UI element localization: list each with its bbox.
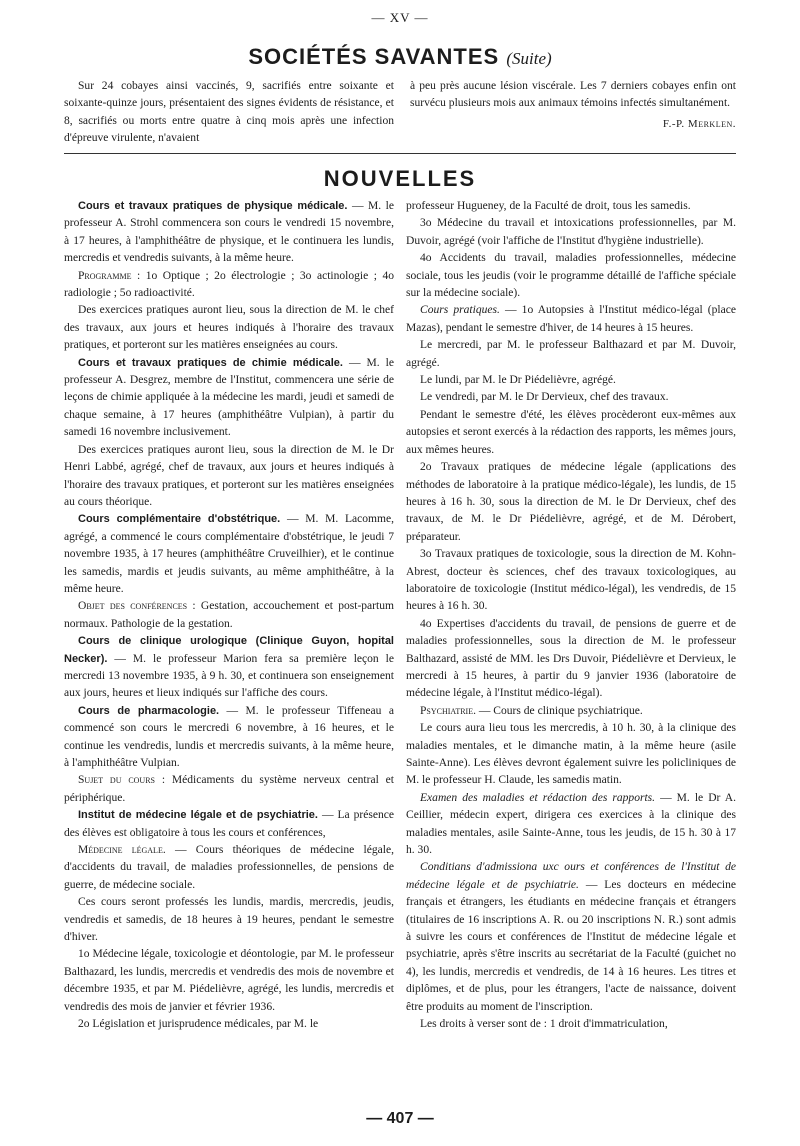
news-text: — Cours de clinique psychiatrique.	[475, 704, 643, 717]
section-title	[0, 44, 800, 70]
news-paragraph	[64, 598, 394, 633]
news-paragraph: Ces cours seront professés les lundis, mardis, mercredis, jeudis, vendredis et samedis, de 18 heures à 19 heures, pendant le semestre d'hiver.	[64, 896, 394, 944]
section-title-text: SOCIÉTÉS SAVANTES	[248, 44, 500, 69]
news-text: — M. M. Lacomme, agrégé, a commencé le cours complémentaire d'obstétrique, le jeudi 7 novembre 1935, à 17 heures (amphithéâtre Cruveilhier), et le continue les samedis, mardis et jeudis suivants, au même amphithéâtre, à la même heure.	[64, 513, 395, 595]
page-number: — 407 —	[366, 1110, 434, 1127]
news-label: Objet des conférences	[78, 600, 188, 613]
news-paragraph	[64, 633, 394, 703]
news-paragraph: 3o Travaux pratiques de toxicologie, sous la direction de M. Kohn-Abrest, docteur ès sciences, chef des travaux toxicologiques, au laboratoire de toxicologie (Institut médico-légal), les vendredis, de 15 heures à 16 h. 30.	[406, 548, 736, 613]
news-paragraph	[64, 268, 394, 303]
news-label: Examen des maladies et rédaction des rapports.	[420, 791, 656, 804]
news-paragraph: Le vendredi, par M. le Dr Dervieux, chef des travaux.	[420, 391, 669, 404]
news-paragraph: Les droits à verser sont de : 1 droit d'immatriculation,	[420, 1018, 668, 1031]
news-paragraph	[406, 302, 736, 337]
news-text: — Cours théoriques de médecine légale, d'accidents du travail, de maladies professionnelles, de pensions de guerre, de médecine sociale.	[64, 844, 395, 891]
author-signature: F.-P. Merklen.	[662, 117, 736, 130]
news-text: — M. le professeur Marion fera sa première leçon le mercredi 13 novembre 1935, à 9 h. 30, et continuera son enseignement aux jours, heures et lieux indiqués sur l'affiche des cours.	[64, 652, 394, 700]
news-paragraph: Pendant le semestre d'été, les élèves procèderont eux-mêmes aux autopsies et seront exercés à la rédaction des rapports, les mêmes jours, aux mêmes heures.	[406, 408, 736, 456]
news-text: — Les docteurs en médecine français et étrangers, les étudiants en médecine français et étrangers (titulaires de 16 inscriptions A. R. ou 20 inscriptions N. R.) sont admis à suivre les cours et conférences de l'Institut de médecine légale et psychiatrie, après s'être inscrits au secrétariat de la Faculté (guichet no 4), les lundis, mercredis et vendredis, de 14 à 16 heures. Les titres et diplômes, et de plus, pour les étrangers, l'acte de naissance, doivent être produits au moment de l'inscription.	[406, 878, 737, 1013]
news-paragraph	[64, 198, 394, 268]
news-label: Conditians d'admissiona uxc ours et conférences de l'Institut de médecine légale et de psychiatrie.	[406, 861, 736, 891]
news-heading: Cours de pharmacologie.	[78, 704, 220, 717]
news-heading: Cours et travaux pratiques de chimie médicale.	[78, 356, 343, 369]
news-heading: Cours et travaux pratiques de physique médicale.	[78, 200, 348, 212]
news-title: NOUVELLES	[323, 166, 477, 191]
news-text: : 1o Optique ; 2o électrologie ; 3o actinologie ; 4o radiologie ; 5o radioactivité.	[64, 269, 394, 300]
news-paragraph	[406, 859, 736, 1016]
news-paragraph: 2o Travaux pratiques de médecine légale (applications des méthodes de laboratoire à la pratique médico-légale), les lundis, de 15 heures à 16 h. 30, sous la direction de M. le Dr Dervieux, chef des travaux, de M. le Dr Piédelièvre, agrégé, et de M. Dérobert, préparateur.	[406, 461, 736, 543]
news-paragraph: Le lundi, par M. le Dr Piédelièvre, agrégé.	[420, 374, 616, 387]
news-paragraph	[64, 842, 394, 894]
news-heading: Institut de médecine légale et de psychiatrie.	[78, 809, 318, 822]
news-text: — M. le professeur Tiffeneau a commencé son cours le mercredi 6 novembre, à 16 heures, et le continue les vendredis, lundis et mercredis suivants, à la même heure, à l'amphithéâtre Vulpian.	[64, 704, 395, 769]
news-label: Psychiatrie.	[420, 704, 476, 717]
news-paragraph: Des exercices pratiques auront lieu, sous la direction de M. le Dr Henri Labbé, agrégé, chef de travaux, aux jours et heures indiqués à l'horaire des travaux pratiques, et porteront sur les matières enseignées au cours théorique.	[64, 443, 394, 508]
news-paragraph: 4o Expertises d'accidents du travail, de pensions de guerre et de maladies professionnelles, sous la direction de M. le professeur Balthazard, assisté de MM. les Drs Duvoir, Piédelièvre et Dervieux, le mercredi à 15 heures, à partir du 9 janvier 1936 (laboratoire de médecine légale, à l'Institut médico-légal).	[406, 617, 736, 700]
news-label: Médecine légale.	[78, 844, 166, 857]
page-roman-numeral: — XV —	[371, 10, 429, 25]
news-paragraph	[406, 703, 736, 720]
top-right-column	[410, 78, 736, 133]
news-label: Programme	[78, 269, 132, 282]
news-text: — 1o Autopsies à l'Institut médico-légal (place Mazas), pendant le semestre d'hiver, de 14 heures à 15 heures.	[406, 304, 736, 334]
news-paragraph	[64, 511, 394, 598]
top-left-paragraph: Sur 24 cobayes ainsi vaccinés, 9, sacrifiés entre soixante et soixante-quinze jours, présentaient des signes évidents de résistance, et 8, sacrifiés ou morts entre quatre à cinq mois après une infection d'épreuve virulente, n'avaient	[64, 80, 394, 145]
news-text: — M. le Dr A. Ceillier, médecin expert, dirigera ces exercices à la clinique des maladies mentales, asile Sainte-Anne, tous les jeudis, de 15 h. 30 à 17 h. 30.	[406, 791, 736, 857]
news-text: — M. le professeur A. Strohl commencera son cours le vendredi 15 novembre, à 17 heures, à l'amphithéâtre de physique, et le continuera les lundis, mercredis et vendredis suivants, à la même heure.	[64, 200, 394, 265]
news-text: : Médicaments du système nerveux central et périphérique.	[64, 774, 394, 804]
top-right-paragraph: à peu près aucune lésion viscérale. Les 7 derniers cobayes enfin ont survécu plusieurs mois aux animaux témoins infectés simultanément.	[410, 80, 736, 110]
section-title-suite: (Suite)	[506, 49, 552, 68]
news-paragraph	[64, 355, 394, 442]
news-left-column	[64, 198, 394, 1034]
news-label: Cours pratiques.	[420, 304, 500, 317]
top-left-column	[64, 78, 394, 148]
news-paragraph: 1o Médecine légale, toxicologie et déontologie, par M. le professeur Balthazard, les lundis, mercredis et vendredis des mois de novembre et décembre 1935, et par M. Piédelièvre, agrégé, les lundis, mercredis et vendredis des mois de janvier et février 1936.	[64, 948, 394, 1013]
news-paragraph: Des exercices pratiques auront lieu, sous la direction de M. le chef des travaux, aux jours et heures indiqués à l'horaire des travaux pratiques, et porteront sur les matières enseignées au cours.	[64, 304, 394, 352]
news-text: — M. le professeur A. Desgrez, membre de l'Institut, commencera une série de leçons de chimie appliquée à la médecine les mardi, jeudi et samedi de chaque semaine, à 17 heures (amphithéâtre Vulpian), à partir du samedi 16 novembre inclusivement.	[64, 356, 394, 439]
news-paragraph	[64, 772, 394, 807]
news-paragraph	[64, 807, 394, 842]
section-divider	[64, 153, 736, 154]
news-paragraph: Le cours aura lieu tous les mercredis, à 10 h. 30, à la clinique des maladies mentales, et le dimanche matin, à la même heure (asile Sainte-Anne). Les élèves devront également suivre les policliniques de M. le professeur H. Claude, les samedis matin.	[406, 722, 736, 787]
news-text: — La présence des élèves est obligatoire à tous les cours et conférences,	[64, 809, 394, 839]
news-paragraph: 2o Législation et jurisprudence médicales, par M. le	[78, 1018, 319, 1031]
news-paragraph: 3o Médecine du travail et intoxications professionnelles, par M. Duvoir, agrégé (voir l'affiche de l'Institut d'hygiène industrielle).	[406, 217, 736, 247]
news-paragraph: Le mercredi, par M. le professeur Balthazard et par M. Duvoir, agrégé.	[406, 339, 736, 369]
news-right-column	[406, 198, 736, 1034]
news-heading: Cours de clinique urologique (Clinique Guyon, hopital Necker).	[64, 635, 394, 665]
news-paragraph	[64, 703, 394, 773]
news-heading: Cours complémentaire d'obstétrique.	[78, 513, 281, 526]
news-paragraph: 4o Accidents du travail, maladies professionnelles, médecine sociale, tous les jeudis (voir le programme détaillé de l'affiche spéciale sur la médecine sociale).	[406, 252, 736, 300]
news-text: : Gestation, accouchement et post-partum normaux. Pathologie de la gestation.	[64, 600, 394, 630]
news-paragraph	[406, 790, 736, 860]
news-paragraph: professeur Huguenеy, de la Faculté de droit, tous les samedis.	[406, 200, 691, 212]
news-label: Sujet du cours	[78, 774, 155, 787]
